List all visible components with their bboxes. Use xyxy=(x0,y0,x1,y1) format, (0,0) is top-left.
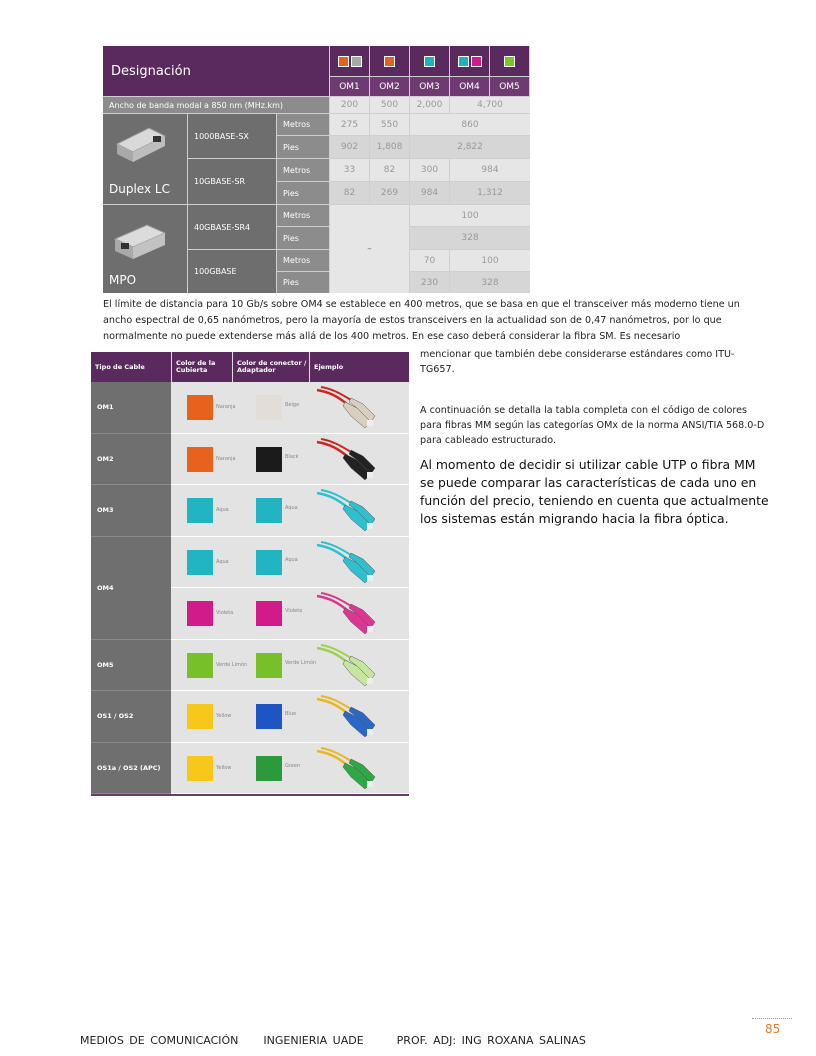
duplex-lc-cell xyxy=(103,114,187,204)
header-swatch-om2 xyxy=(370,46,409,76)
bw-om2: 500 xyxy=(370,97,409,113)
jacket-color-swatch xyxy=(187,601,213,626)
connector-color-name: Verde Limón xyxy=(285,659,317,666)
fiber-patch-cable-icon xyxy=(315,644,379,688)
sx-p-om345: 2,822 xyxy=(410,136,530,158)
qsfp-transceiver-icon xyxy=(109,215,169,265)
jacket-color-name: Yellow xyxy=(216,764,232,771)
duplex-lc-label: Duplex LC xyxy=(109,182,170,196)
designation-title: Designación xyxy=(111,63,191,79)
sr-label: 10GBASE-SR xyxy=(188,159,276,204)
connector-color-name: Green xyxy=(285,762,301,769)
page-number: 85 xyxy=(765,1022,781,1036)
cable-type-cell: OM2 xyxy=(91,434,171,486)
paragraph-distance-limit: El límite de distancia para 10 Gb/s sobre OM4 se establece en 400 metros, que se basa en que el transceiver más moderno tiene un ancho espectral de 0,65 nanómetros, pero la mayoría de estos transceivers en la actualidad son de 0,47 nanómetros, por lo que normalmente no puede extenderse más allá de los 400 metros. En ese caso deberá considerar la fibra SM. Es necesario xyxy=(103,299,740,342)
connector-color-swatch xyxy=(256,395,282,420)
sr4-metros-label: Metros xyxy=(277,205,329,226)
designation-header xyxy=(103,46,329,96)
jacket-color-swatch xyxy=(187,447,213,472)
jacket-color-swatch xyxy=(187,498,213,523)
b100-m-om45: 100 xyxy=(450,250,530,271)
base100-label: 100GBASE xyxy=(188,250,276,293)
header-swatch-om5 xyxy=(490,46,529,76)
b100-m-om3: 70 xyxy=(410,250,449,271)
sr-metros-label: Metros xyxy=(277,159,329,181)
fiber-patch-cable-icon xyxy=(315,747,379,791)
connector-color-name: Aqua xyxy=(285,505,298,511)
b100-p-om45: 328 xyxy=(450,272,530,293)
jacket-color-name: Naranja xyxy=(216,404,236,410)
sr-m-om45: 984 xyxy=(450,159,530,181)
connector-color-name: Aqua xyxy=(285,556,298,563)
bandwidth-label: Ancho de banda modal a 850 nm (MHz.km) xyxy=(103,97,329,113)
color-swatch xyxy=(384,56,395,67)
fiber-patch-cable-icon xyxy=(315,438,379,482)
fiber-color-code-table xyxy=(91,352,409,796)
base100-pies-label: Pies xyxy=(277,272,329,293)
col-header-jacket-color: Color de la Cubierta xyxy=(172,352,232,382)
connector-color-swatch xyxy=(256,704,282,729)
sr4-p-om345: 328 xyxy=(410,227,530,249)
connector-color-swatch xyxy=(256,498,282,523)
cable-type-cell: OM5 xyxy=(91,640,171,692)
jacket-color-swatch xyxy=(187,395,213,420)
fiber-patch-cable-icon xyxy=(315,489,379,533)
cable-type-cell: OM3 xyxy=(91,485,171,537)
header-om4: OM4 xyxy=(450,77,489,96)
footer-course: MEDIOS DE COMUNICACIÓN xyxy=(80,1034,239,1047)
header-om3: OM3 xyxy=(410,77,449,96)
mpo-label: MPO xyxy=(109,273,137,287)
paragraph-itu-standard: mencionar que también debe considerarse estándares como ITU-TG657. xyxy=(420,349,735,375)
sx-p-om2: 1,808 xyxy=(370,136,409,158)
cable-type-cell: OM1 xyxy=(91,382,171,434)
sx-pies-label: Pies xyxy=(277,136,329,158)
sr-p-om1: 82 xyxy=(330,182,369,204)
sx-p-om1: 902 xyxy=(330,136,369,158)
sx-metros-label: Metros xyxy=(277,114,329,135)
sx-m-om2: 550 xyxy=(370,114,409,135)
header-swatch-om4 xyxy=(450,46,489,76)
sr-p-om45: 1,312 xyxy=(450,182,530,204)
base100-metros-label: Metros xyxy=(277,250,329,271)
sx-m-om345: 860 xyxy=(410,114,530,135)
col-header-example: Ejemplo xyxy=(310,352,409,382)
footer-professor: PROF. ADJ: ING ROXANA SALINAS xyxy=(396,1034,586,1047)
connector-color-name: Beige xyxy=(285,402,300,408)
fiber-patch-cable-icon xyxy=(315,695,379,739)
paragraph-color-table-intro: A continuación se detalla la tabla completa con el código de colores para fibras MM según las categorías OMx de la norma ANSI/TIA 568.0-D para cableado estructurado. xyxy=(420,405,765,446)
paragraph-utp-vs-fiber: Al momento de decidir si utilizar cable UTP o fibra MM se puede comparar las características de cada uno en función del precio, teniendo en cuenta que actualmente los sistemas están migrando hacia la fibra óptica. xyxy=(420,457,769,526)
sx-label: 1000BASE-SX xyxy=(188,114,276,158)
color-swatch xyxy=(424,56,435,67)
header-swatch-om1 xyxy=(330,46,369,76)
header-om2: OM2 xyxy=(370,77,409,96)
color-swatch xyxy=(504,56,515,67)
fiber-patch-cable-icon xyxy=(315,541,379,585)
connector-color-name: Violeta xyxy=(285,608,303,614)
fiber-patch-cable-icon xyxy=(315,386,379,430)
b100-p-om3: 230 xyxy=(410,272,449,293)
mpo-cell xyxy=(103,205,187,293)
sr4-m-om345: 100 xyxy=(410,205,530,226)
sfp-transceiver-icon xyxy=(109,122,169,172)
color-swatch xyxy=(458,56,469,67)
bw-om3: 2,000 xyxy=(410,97,449,113)
color-swatch xyxy=(351,56,362,67)
sr-m-om3: 300 xyxy=(410,159,449,181)
cable-type-cell: OS1a / OS2 (APC) xyxy=(91,743,171,795)
connector-color-swatch xyxy=(256,653,282,678)
connector-color-name: Blue xyxy=(285,711,297,717)
cable-type-cell: OM4 xyxy=(91,537,171,640)
jacket-color-name: Verde Limón xyxy=(216,661,248,668)
footer xyxy=(80,1034,586,1047)
mpo-om12-na: – xyxy=(330,205,409,293)
page-number-rule xyxy=(752,1018,792,1019)
jacket-color-name: Yellow xyxy=(216,713,232,719)
header-swatch-om3 xyxy=(410,46,449,76)
sr4-label: 40GBASE-SR4 xyxy=(188,205,276,249)
sr-p-om3: 984 xyxy=(410,182,449,204)
bw-om1: 200 xyxy=(330,97,369,113)
jacket-color-name: Aqua xyxy=(216,507,229,513)
connector-color-name: Black xyxy=(285,453,299,460)
connector-color-swatch xyxy=(256,550,282,575)
sr-pies-label: Pies xyxy=(277,182,329,204)
jacket-color-name: Violeta xyxy=(216,610,234,616)
bw-om4-om5: 4,700 xyxy=(450,97,530,113)
jacket-color-swatch xyxy=(187,550,213,575)
footer-school: INGENIERIA UADE xyxy=(263,1034,364,1047)
sr-p-om2: 269 xyxy=(370,182,409,204)
color-swatch xyxy=(471,56,482,67)
jacket-color-swatch xyxy=(187,704,213,729)
connector-color-swatch xyxy=(256,447,282,472)
jacket-color-name: Naranja xyxy=(216,455,236,462)
sr-m-om1: 33 xyxy=(330,159,369,181)
fiber-distance-table xyxy=(103,46,530,293)
connector-color-swatch xyxy=(256,601,282,626)
cable-type-cell: OS1 / OS2 xyxy=(91,691,171,743)
connector-color-swatch xyxy=(256,756,282,781)
sr-m-om2: 82 xyxy=(370,159,409,181)
sr4-pies-label: Pies xyxy=(277,227,329,249)
col-header-cable-type: Tipo de Cable xyxy=(91,352,171,382)
jacket-color-swatch xyxy=(187,756,213,781)
jacket-color-swatch xyxy=(187,653,213,678)
color-swatch xyxy=(338,56,349,67)
sx-m-om1: 275 xyxy=(330,114,369,135)
jacket-color-name: Aqua xyxy=(216,558,229,565)
col-header-connector-color: Color de conector / Adaptador xyxy=(233,352,309,382)
header-om1: OM1 xyxy=(330,77,369,96)
fiber-patch-cable-icon xyxy=(315,592,379,636)
header-om5: OM5 xyxy=(490,77,529,96)
